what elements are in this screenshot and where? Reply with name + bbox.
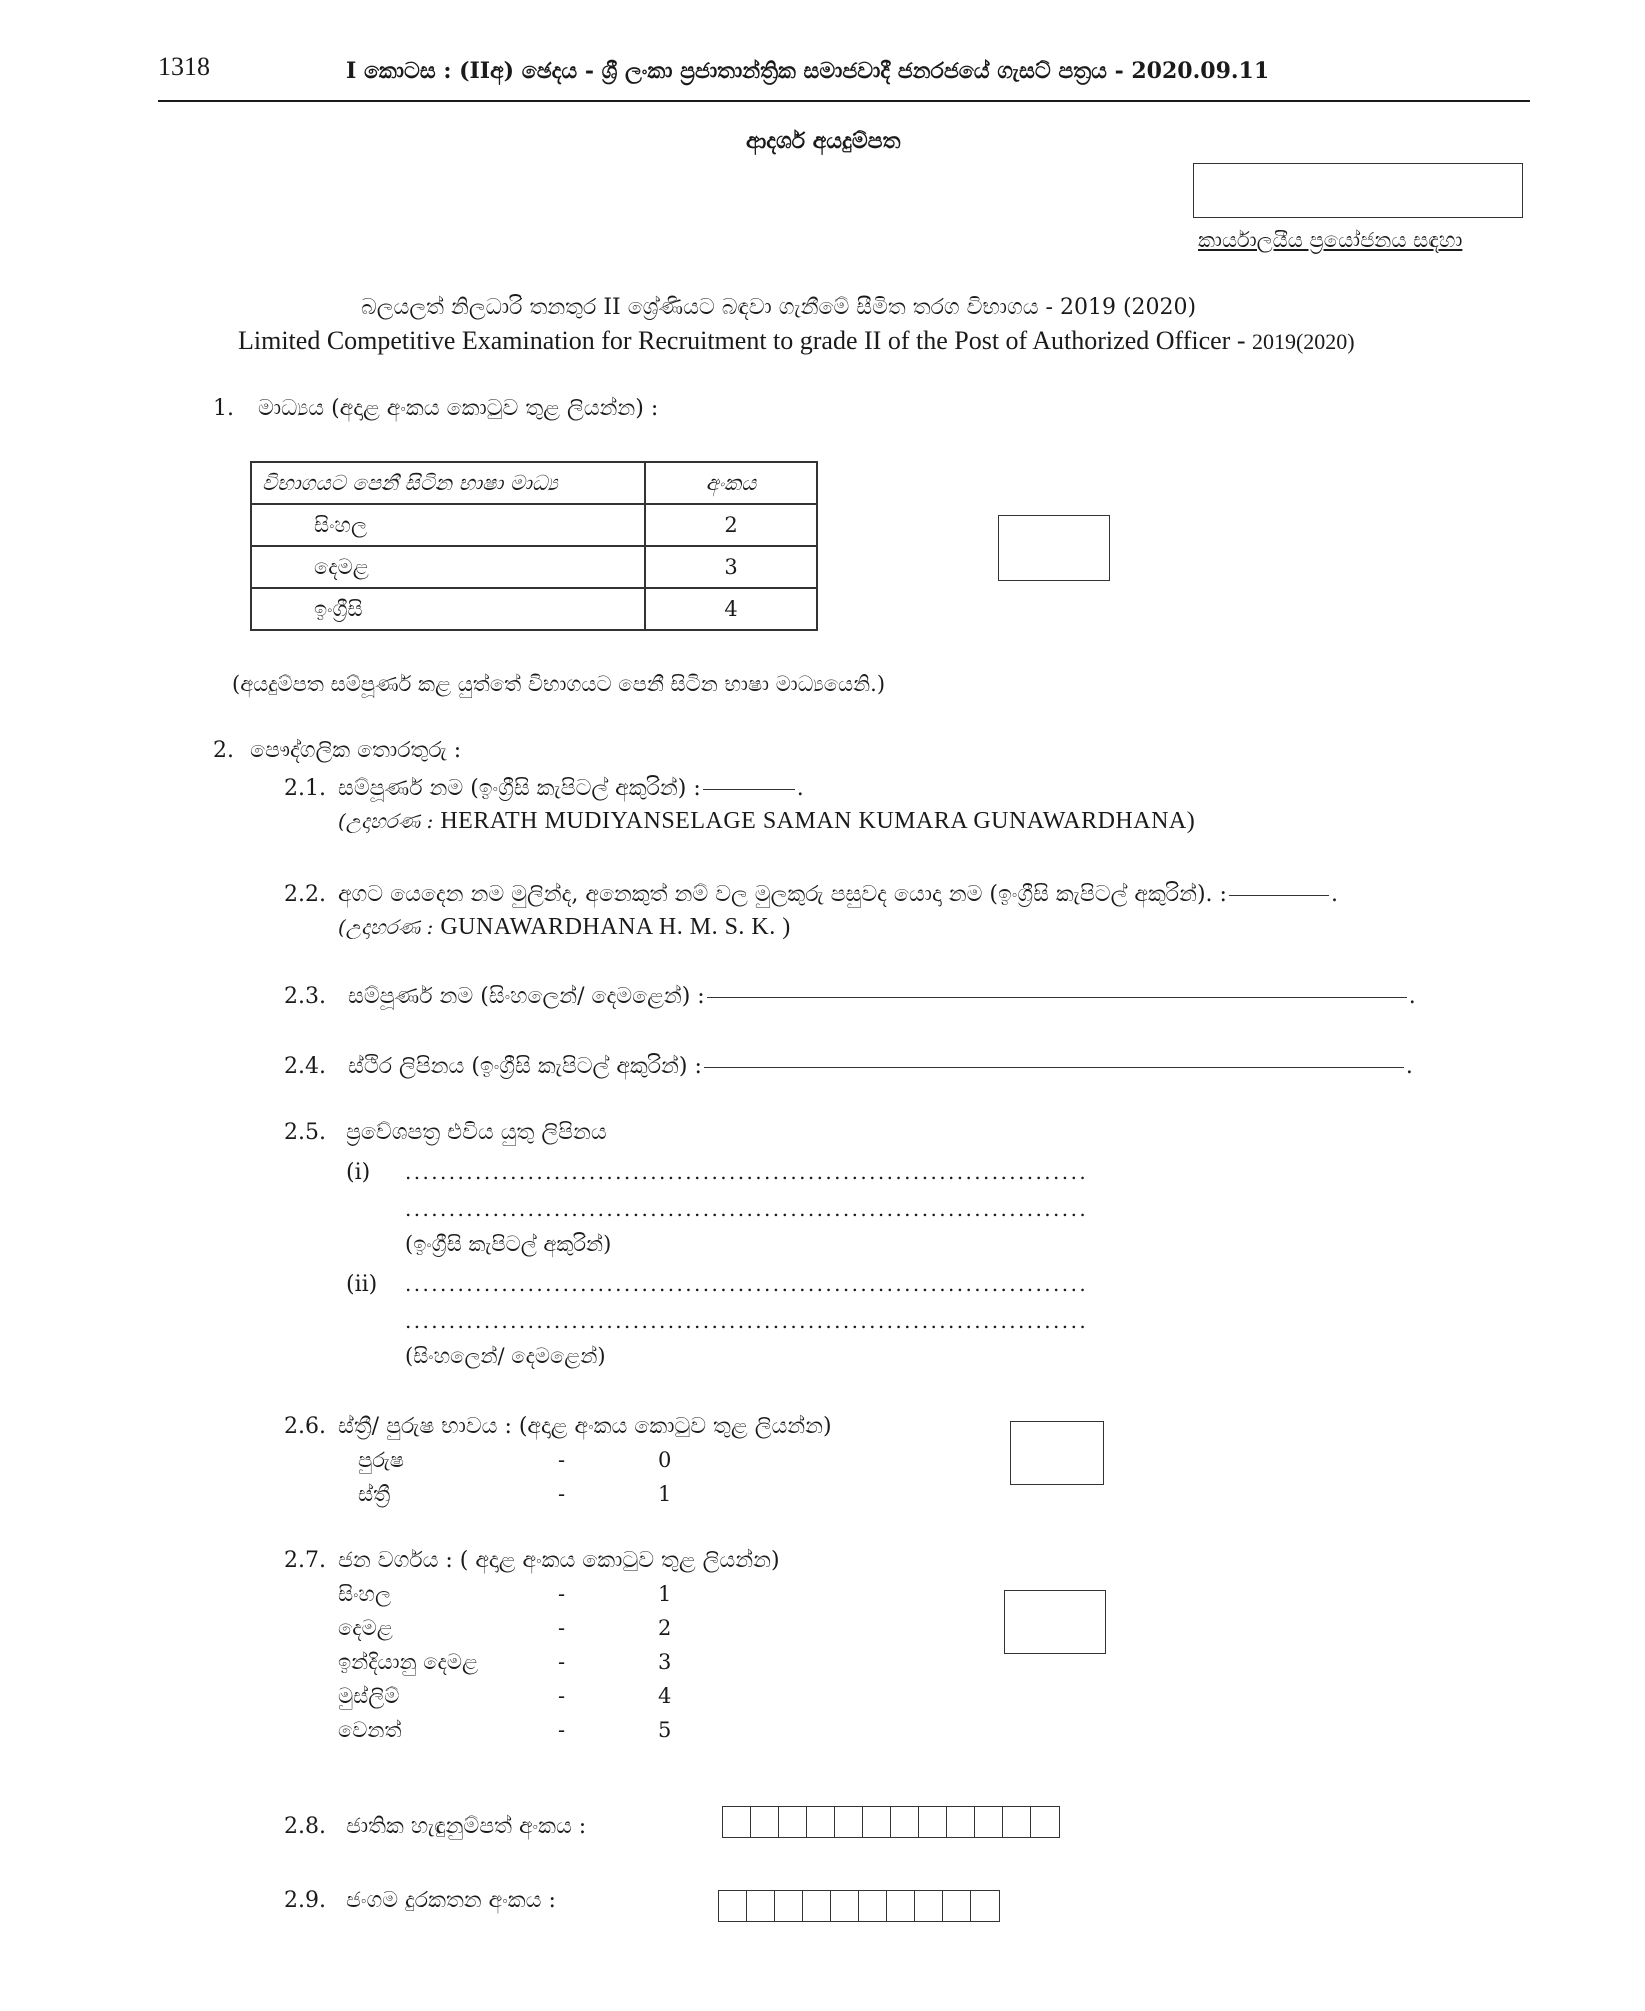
mobile-digit-cell[interactable] <box>859 1891 887 1921</box>
mobile-number-grid[interactable] <box>718 1890 1000 1922</box>
medium-language: සිංහල <box>251 504 645 546</box>
medium-table-header <box>251 462 817 504</box>
nic-digit-cell[interactable] <box>779 1807 807 1837</box>
gender-code-input-box[interactable] <box>1010 1421 1104 1485</box>
section1-note: (අයදුම්පත සම්පූර්ණ කළ යුත්තේ විභාගයට පෙනී සිටින භාෂා මාධ්‍යයෙනි.) <box>232 672 886 696</box>
medium-language: දෙමළ <box>251 546 645 588</box>
header-rule <box>158 100 1530 102</box>
nic-digit-cell[interactable] <box>863 1807 891 1837</box>
gender-option-name: ස්ත්‍රී <box>358 1482 391 1506</box>
name-with-initials-field[interactable] <box>1229 895 1329 896</box>
nic-number-grid[interactable] <box>722 1806 1060 1838</box>
ethnicity-option-name: මුස්ලිම් <box>338 1684 400 1708</box>
admission-address-label: ප්‍රවේශපත්‍ර එවිය යුතු ලිපිනය <box>346 1120 607 1145</box>
nic-digit-cell[interactable] <box>751 1807 779 1837</box>
exam-title-english-year: 2019(2020) <box>1251 329 1355 354</box>
gender-option-name: පුරුෂ <box>358 1448 404 1472</box>
mobile-digit-cell[interactable] <box>887 1891 915 1921</box>
item-2-4-end: . <box>1405 1054 1413 1079</box>
nic-digit-cell[interactable] <box>835 1807 863 1837</box>
mobile-digit-cell[interactable] <box>971 1891 999 1921</box>
item-2-8-number: 2.8. <box>284 1814 326 1839</box>
ethnicity-option-dash: - <box>558 1684 566 1708</box>
item-2-4-line <box>348 1054 1413 1079</box>
exam-title-english <box>238 326 1355 356</box>
full-name-english-field[interactable] <box>703 789 795 790</box>
exam-title-english-text: Limited Competitive Examination for Recruitment to grade II of the Post of Authorized Officer - <box>238 326 1246 355</box>
table-row <box>251 504 817 546</box>
item-2-1-example <box>338 808 1195 835</box>
mobile-digit-cell[interactable] <box>943 1891 971 1921</box>
item-2-1-end: . <box>796 776 804 801</box>
example-prefix: (උදාහරණ : <box>338 809 434 833</box>
address-i-line-1[interactable]: .............................................................................. <box>405 1160 1089 1184</box>
nic-digit-cell[interactable] <box>1003 1807 1031 1837</box>
medium-table-header-language: විභාගයට පෙනී සිටින භාෂා මාධ්‍ය <box>251 462 645 504</box>
item-2-2-example <box>338 914 791 941</box>
mobile-number-label: ජංගම දුරකතන අංකය : <box>346 1888 556 1913</box>
item-2-7-number: 2.7. <box>284 1548 326 1573</box>
name-with-initials-label: අගට යෙදෙන නම මුලින්ද, අනෙකුත් නම් වල මුලකුරු පසුවද යොදා නම (ඉංග්‍රීසි කැපිටල් අකුරින්). : <box>338 882 1227 907</box>
gender-option-code: 1 <box>658 1482 672 1506</box>
full-name-sinhala-label: සම්පූර්ණ නම (සිංහලෙන්/ දෙමළෙන්) : <box>348 984 705 1009</box>
item-2-9-number: 2.9. <box>284 1888 326 1913</box>
item-2-3-number: 2.3. <box>284 984 326 1009</box>
address-ii-line-2[interactable]: .............................................................................. <box>405 1309 1089 1333</box>
ethnicity-option-name: දෙමළ <box>338 1616 393 1640</box>
ethnicity-option-code: 4 <box>658 1684 672 1708</box>
office-use-box[interactable] <box>1193 163 1523 218</box>
section1-number: 1. <box>213 396 234 421</box>
medium-code: 3 <box>645 546 817 588</box>
item-2-1-line <box>338 776 804 801</box>
item-2-2-line <box>338 882 1338 907</box>
section2-number: 2. <box>213 738 234 763</box>
example-prefix: (උදාහරණ : <box>338 915 434 939</box>
full-name-sinhala-field[interactable] <box>707 997 1407 998</box>
mobile-digit-cell[interactable] <box>747 1891 775 1921</box>
medium-code-input-box[interactable] <box>998 515 1110 581</box>
medium-table-header-code: අංකය <box>645 462 817 504</box>
nic-digit-cell[interactable] <box>919 1807 947 1837</box>
ethnicity-option-name: වෙනත් <box>338 1718 402 1742</box>
nic-digit-cell[interactable] <box>975 1807 1003 1837</box>
mobile-digit-cell[interactable] <box>719 1891 747 1921</box>
gender-option-code: 0 <box>658 1448 672 1472</box>
address-item-ii: (ii) <box>346 1272 378 1297</box>
ethnicity-option-dash: - <box>558 1650 566 1674</box>
permanent-address-field[interactable] <box>704 1067 1404 1068</box>
ethnicity-option-code: 5 <box>658 1718 672 1742</box>
item-2-2-end: . <box>1330 882 1338 907</box>
nic-digit-cell[interactable] <box>1031 1807 1059 1837</box>
gender-option-dash: - <box>558 1482 566 1506</box>
nic-digit-cell[interactable] <box>947 1807 975 1837</box>
nic-digit-cell[interactable] <box>807 1807 835 1837</box>
example-name-with-initials: GUNAWARDHANA H. M. S. K. ) <box>440 914 791 940</box>
ethnicity-label: ජන වර්ගය : ( අදාළ අංකය කොටුව තුළ ලියන්න) <box>338 1548 780 1573</box>
item-2-1-number: 2.1. <box>284 776 326 801</box>
ethnicity-option-name: සිංහල <box>338 1582 391 1606</box>
mobile-digit-cell[interactable] <box>775 1891 803 1921</box>
mobile-digit-cell[interactable] <box>803 1891 831 1921</box>
permanent-address-label: ස්ථිර ලිපිනය (ඉංග්‍රීසි කැපිටල් අකුරින්) : <box>348 1054 702 1079</box>
medium-code: 2 <box>645 504 817 546</box>
section1-label: මාධ්‍යය (අදාළ අංකය කොටුව තුළ ලියන්න) : <box>258 396 659 421</box>
nic-digit-cell[interactable] <box>891 1807 919 1837</box>
office-use-label: කාර්යාලයීය ප්‍රයෝජනය සඳහා <box>1198 228 1463 252</box>
item-2-3-line <box>348 984 1416 1009</box>
section2-label: පෞද්ගලික තොරතුරු : <box>250 738 462 763</box>
nic-number-label: ජාතික හැඳුනුම්පත් අංකය : <box>346 1814 587 1839</box>
ethnicity-option-name: ඉන්දියානු දෙමළ <box>338 1650 479 1674</box>
address-i-line-2[interactable]: .............................................................................. <box>405 1197 1089 1221</box>
table-row <box>251 546 817 588</box>
address-item-i: (i) <box>346 1160 371 1185</box>
ethnicity-code-input-box[interactable] <box>1004 1590 1106 1654</box>
full-name-english-label: සම්පූර්ණ නම (ඉංග්‍රීසි කැපිටල් අකුරින්) : <box>338 776 701 801</box>
address-ii-line-1[interactable]: .............................................................................. <box>405 1272 1089 1296</box>
mobile-digit-cell[interactable] <box>831 1891 859 1921</box>
item-2-6-number: 2.6. <box>284 1414 326 1439</box>
table-row <box>251 588 817 630</box>
item-2-5-number: 2.5. <box>284 1120 326 1145</box>
ethnicity-option-code: 3 <box>658 1650 672 1674</box>
address-i-note: (ඉංග්‍රීසි කැපිටල් අකුරින්) <box>405 1232 612 1256</box>
example-full-name: HERATH MUDIYANSELAGE SAMAN KUMARA GUNAWARDHANA) <box>440 808 1196 834</box>
ethnicity-option-dash: - <box>558 1582 566 1606</box>
item-2-4-number: 2.4. <box>284 1054 326 1079</box>
ethnicity-option-dash: - <box>558 1616 566 1640</box>
page-number: 1318 <box>158 52 210 81</box>
exam-title-sinhala: බලයලත් නිලධාරි තනතුර II ශ්‍රේණියට බඳවා ගැනීමේ සීමිත තරග විභාගය - 2019 (2020) <box>361 295 1197 320</box>
item-2-2-number: 2.2. <box>284 882 326 907</box>
medium-table <box>250 461 818 631</box>
gender-label: ස්ත්‍රී/ පුරුෂ භාවය : (අදාළ අංකය කොටුව තුළ ලියන්න) <box>338 1414 832 1439</box>
gender-option-dash: - <box>558 1448 566 1472</box>
address-ii-note: (සිංහලෙන්/ දෙමළෙන්) <box>405 1344 606 1368</box>
medium-language: ඉංග්‍රීසි <box>251 588 645 630</box>
nic-digit-cell[interactable] <box>723 1807 751 1837</box>
medium-code: 4 <box>645 588 817 630</box>
mobile-digit-cell[interactable] <box>915 1891 943 1921</box>
ethnicity-option-dash: - <box>558 1718 566 1742</box>
item-2-3-end: . <box>1408 984 1416 1009</box>
gazette-header-title: I කොටස : (IIඅ) ඡෙදය - ශ්‍රී ලංකා ප්‍රජාතාන්ත්‍රික සමාජවාදී ජනරජයේ ගැසට් පත්‍රය - 2020.09.11 <box>346 58 1270 84</box>
form-title: ආදර්ශ අයදුම්පත <box>746 128 901 154</box>
ethnicity-option-code: 2 <box>658 1616 672 1640</box>
ethnicity-option-code: 1 <box>658 1582 672 1606</box>
